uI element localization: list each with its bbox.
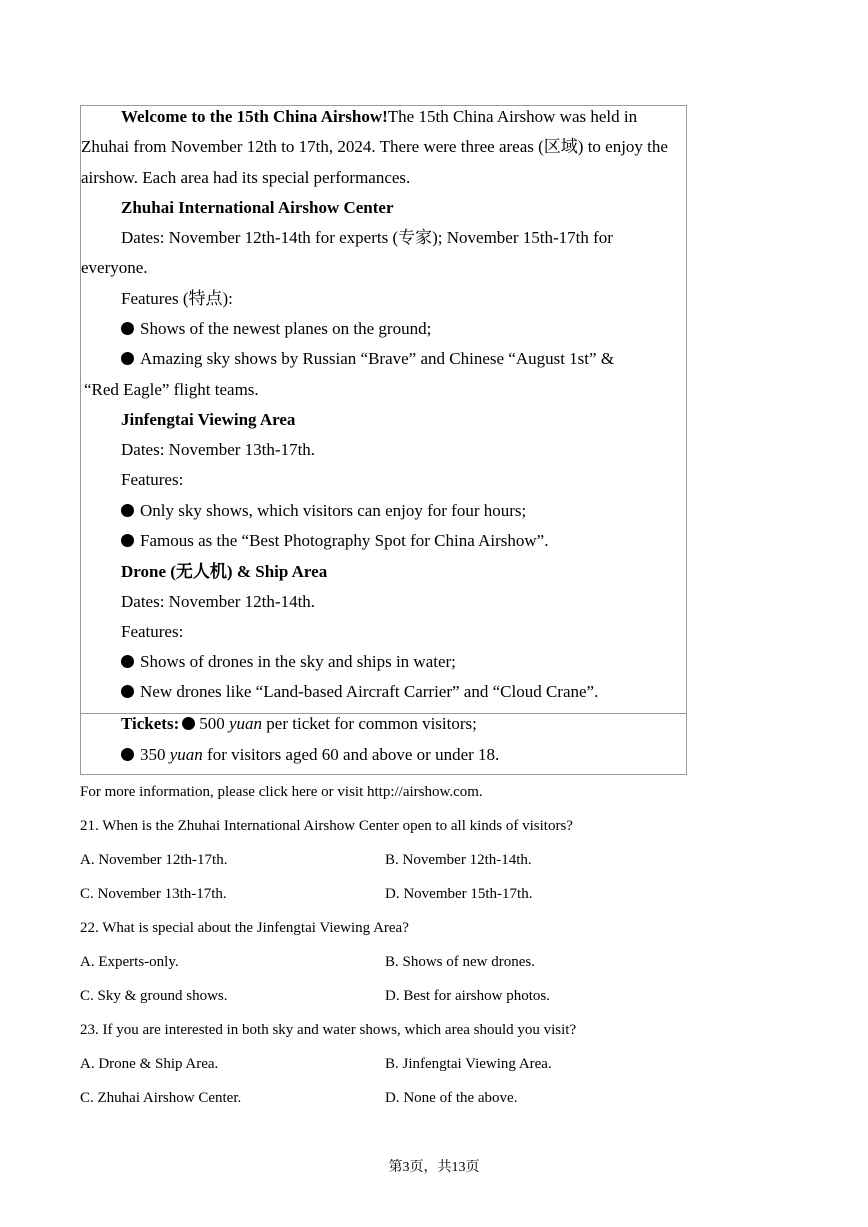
drone-feature-2: New drones like “Land-based Aircraft Carrier” and “Cloud Crane”.	[121, 682, 598, 702]
jinfengtai-feature-1: Only sky shows, which visitors can enjoy for four hours;	[121, 501, 526, 521]
page-number: 第3页，共13页	[388, 1160, 480, 1175]
intro-heading: Welcome to the 15th China Airshow!	[121, 107, 388, 126]
tickets-line-2: 350 yuan for visitors aged 60 and above or under 18.	[121, 745, 499, 765]
q22-option-a: A. Experts-only.	[80, 954, 179, 970]
zhuhai-features-label: Features (特点):	[121, 289, 233, 308]
q22-option-d: D. Best for airshow photos.	[385, 988, 550, 1004]
q21-option-a: A. November 12th-17th.	[80, 852, 228, 868]
zhuhai-feature-1: Shows of the newest planes on the ground;	[121, 319, 431, 339]
bullet-dot-icon	[121, 685, 134, 698]
intro-line-3: airshow. Each area had its special performances.	[81, 168, 411, 187]
q23-option-a: A. Drone & Ship Area.	[80, 1056, 219, 1072]
intro-text: The 15th China Airshow was held in	[387, 107, 638, 126]
bullet-dot-icon	[121, 352, 134, 365]
drone-features-label: Features:	[121, 622, 184, 641]
drone-feature-1: Shows of drones in the sky and ships in water;	[121, 652, 456, 672]
q23-option-b: B. Jinfengtai Viewing Area.	[385, 1056, 552, 1072]
zhuhai-title: Zhuhai International Airshow Center	[121, 198, 394, 217]
intro-line-2: Zhuhai from November 12th to 17th, 2024. There were three areas (区域) to enjoy the	[81, 137, 668, 156]
jinfengtai-feature-2: Famous as the “Best Photography Spot for China Airshow”.	[121, 531, 548, 551]
tickets-label: Tickets:	[121, 714, 180, 733]
bullet-dot-icon	[121, 534, 134, 547]
q21-option-b: B. November 12th-14th.	[385, 852, 532, 868]
bullet-dot-icon	[121, 748, 134, 761]
bullet-dot-icon	[121, 504, 134, 517]
question-22: 22. What is special about the Jinfengtai Viewing Area?	[80, 920, 409, 936]
q22-option-b: B. Shows of new drones.	[385, 954, 535, 970]
q22-option-c: C. Sky & ground shows.	[80, 988, 228, 1004]
bullet-dot-icon	[121, 322, 134, 335]
bullet-dot-icon	[182, 717, 195, 730]
zhuhai-feature-2: Amazing sky shows by Russian “Brave” and Chinese “August 1st” &	[121, 349, 614, 369]
q21-option-d: D. November 15th-17th.	[385, 886, 533, 902]
question-21: 21. When is the Zhuhai International Airshow Center open to all kinds of visitors?	[80, 818, 573, 834]
jinfengtai-dates: Dates: November 13th-17th.	[121, 440, 316, 459]
intro-line-1	[121, 107, 637, 127]
bullet-dot-icon	[121, 655, 134, 668]
zhuhai-dates: Dates: November 12th-14th for experts (专家); November 15th-17th for	[121, 228, 613, 247]
jinfengtai-title: Jinfengtai Viewing Area	[121, 410, 296, 429]
q23-option-c: C. Zhuhai Airshow Center.	[80, 1090, 242, 1106]
more-info: For more information, please click here or visit http://airshow.com.	[80, 784, 483, 800]
drone-title: Drone (无人机) & Ship Area	[121, 562, 328, 581]
q21-option-c: C. November 13th-17th.	[80, 886, 227, 902]
zhuhai-feature-2-cont: “Red Eagle” flight teams.	[84, 380, 259, 399]
question-23: 23. If you are interested in both sky and water shows, which area should you visit?	[80, 1022, 577, 1038]
drone-dates: Dates: November 12th-14th.	[121, 592, 316, 611]
tickets-line-1: Tickets: 500 yuan per ticket for common visitors;	[121, 714, 477, 733]
q23-option-d: D. None of the above.	[385, 1090, 518, 1106]
jinfengtai-features-label: Features:	[121, 470, 184, 489]
zhuhai-dates-cont: everyone.	[81, 258, 148, 277]
